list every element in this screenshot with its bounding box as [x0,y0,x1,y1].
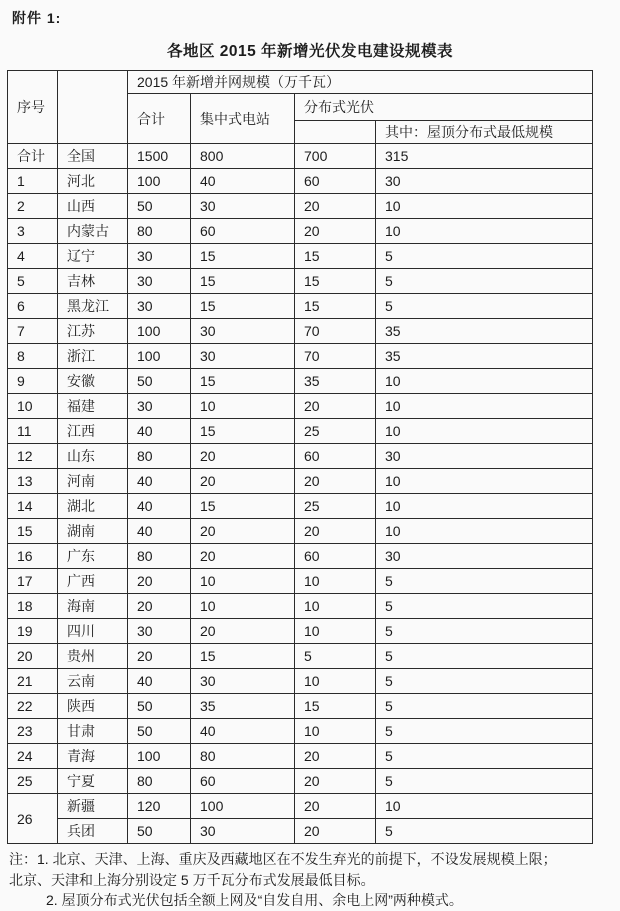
row-centralized-cell: 40 [191,719,295,744]
row-distributed-cell: 20 [295,219,376,244]
row-distributed-cell: 60 [295,169,376,194]
row-total-cell: 100 [128,744,191,769]
row-total-cell: 80 [128,769,191,794]
row-index-cell: 17 [8,569,58,594]
table-row [8,394,593,419]
table-row [8,369,593,394]
table-row [8,594,593,619]
table-row [8,794,593,819]
row-centralized-cell: 20 [191,519,295,544]
row-index-cell: 13 [8,469,58,494]
row-distributed-cell: 15 [295,294,376,319]
row-index-cell: 1 [8,169,58,194]
table-row [8,519,593,544]
header-col-distributed: 分布式光伏 [295,94,593,121]
row-total-cell: 30 [128,394,191,419]
row-total-cell: 20 [128,569,191,594]
row-centralized-cell: 20 [191,544,295,569]
row-centralized-cell: 30 [191,344,295,369]
row-centralized-cell: 15 [191,269,295,294]
table-row [8,494,593,519]
row-region-cell: 湖北 [58,494,128,519]
header-col-region [58,71,128,144]
row-region-cell: 新疆 [58,794,128,819]
row-rooftop-cell: 10 [376,519,593,544]
row-distributed-cell: 15 [295,244,376,269]
row-region-cell: 云南 [58,669,128,694]
row-rooftop-cell: 5 [376,269,593,294]
row-centralized-cell: 30 [191,819,295,844]
row-distributed-cell: 10 [295,594,376,619]
row-total-cell: 80 [128,219,191,244]
note-line-2: 北京、天津和上海分别设定 5 万千瓦分布式发展最低目标。 [9,871,375,888]
attachment-label: 附件 1: [12,10,62,26]
row-total-cell: 40 [128,669,191,694]
table-row [8,569,593,594]
row-rooftop-cell: 5 [376,694,593,719]
table-row [8,344,593,369]
row-index-cell: 24 [8,744,58,769]
row-region-cell: 青海 [58,744,128,769]
row-total-cell: 120 [128,794,191,819]
row-region-cell: 河北 [58,169,128,194]
row-total-cell: 100 [128,344,191,369]
row-rooftop-cell: 10 [376,469,593,494]
row-distributed-cell: 15 [295,694,376,719]
row-distributed-cell: 25 [295,419,376,444]
total-distributed-cell: 700 [295,144,376,169]
row-index-cell: 5 [8,269,58,294]
row-region-cell: 浙江 [58,344,128,369]
row-centralized-cell: 20 [191,619,295,644]
row-index-cell: 20 [8,644,58,669]
table-row [8,669,593,694]
row-region-cell: 贵州 [58,644,128,669]
row-region-cell: 山东 [58,444,128,469]
row-rooftop-cell: 5 [376,244,593,269]
table-row [8,469,593,494]
notes-block [9,849,620,911]
row-region-cell: 江西 [58,419,128,444]
table-row [8,744,593,769]
row-centralized-cell: 15 [191,419,295,444]
row-centralized-cell: 15 [191,644,295,669]
row-region-cell: 山西 [58,194,128,219]
row-index-cell: 16 [8,544,58,569]
row-region-cell: 河南 [58,469,128,494]
row-index-cell: 10 [8,394,58,419]
row-distributed-cell: 10 [295,669,376,694]
row-total-cell: 40 [128,519,191,544]
row-total-cell: 50 [128,694,191,719]
row-total-cell: 20 [128,594,191,619]
total-index-cell: 合计 [8,144,58,169]
row-distributed-cell: 20 [295,769,376,794]
row-centralized-cell: 15 [191,294,295,319]
row-total-cell: 100 [128,319,191,344]
table-row [8,644,593,669]
total-region-cell: 全国 [58,144,128,169]
row-centralized-cell: 15 [191,244,295,269]
row-rooftop-cell: 5 [376,619,593,644]
row-centralized-cell: 80 [191,744,295,769]
row-region-cell: 广东 [58,544,128,569]
row-centralized-cell: 20 [191,469,295,494]
header-group-title: 2015 年新增并网规模（万千瓦） [128,71,593,94]
row-distributed-cell: 60 [295,444,376,469]
table-row [8,169,593,194]
row-region-cell: 甘肃 [58,719,128,744]
row-total-cell: 40 [128,469,191,494]
row-rooftop-cell: 5 [376,769,593,794]
row-region-cell: 吉林 [58,269,128,294]
row-rooftop-cell: 5 [376,744,593,769]
row-centralized-cell: 15 [191,369,295,394]
row-index-cell: 14 [8,494,58,519]
row-distributed-cell: 20 [295,394,376,419]
row-rooftop-cell: 10 [376,794,593,819]
row-rooftop-cell: 35 [376,319,593,344]
table-row [8,319,593,344]
row-centralized-cell: 20 [191,444,295,469]
row-index-cell: 8 [8,344,58,369]
total-total-cell: 1500 [128,144,191,169]
row-centralized-cell: 15 [191,494,295,519]
row-distributed-cell: 15 [295,269,376,294]
row-index-cell: 25 [8,769,58,794]
row-distributed-cell: 10 [295,619,376,644]
row-distributed-cell: 10 [295,569,376,594]
row-distributed-cell: 20 [295,194,376,219]
table-row [8,619,593,644]
row-region-cell: 安徽 [58,369,128,394]
header-row-1 [8,71,593,94]
row-centralized-cell: 10 [191,594,295,619]
row-total-cell: 80 [128,544,191,569]
row-centralized-cell: 35 [191,694,295,719]
note-line-3: 2. 屋顶分布式光伏包括全额上网及“自发自用、余电上网”两种模式。 [46,892,463,908]
row-index-cell: 11 [8,419,58,444]
row-total-cell: 40 [128,419,191,444]
table-row [8,769,593,794]
page-title: 各地区 2015 年新增光伏发电建设规模表 [166,43,454,60]
row-index-cell: 6 [8,294,58,319]
row-index-cell: 18 [8,594,58,619]
row-rooftop-cell: 5 [376,819,593,844]
table-total-row [8,144,593,169]
table-row [8,819,593,844]
table-row [8,194,593,219]
row-total-cell: 30 [128,244,191,269]
row-distributed-cell: 20 [295,819,376,844]
row-index-cell: 21 [8,669,58,694]
row-distributed-cell: 20 [295,744,376,769]
row-centralized-cell: 10 [191,394,295,419]
row-index-cell: 3 [8,219,58,244]
row-total-cell: 50 [128,194,191,219]
row-centralized-cell: 100 [191,794,295,819]
row-index-cell: 12 [8,444,58,469]
row-rooftop-cell: 10 [376,494,593,519]
row-distributed-cell: 20 [295,469,376,494]
row-rooftop-cell: 10 [376,194,593,219]
header-sub-empty [295,121,376,144]
row-total-cell: 30 [128,294,191,319]
row-index-cell: 4 [8,244,58,269]
total-centralized-cell: 800 [191,144,295,169]
table-row [8,269,593,294]
table-row [8,294,593,319]
row-index-cell: 23 [8,719,58,744]
row-rooftop-cell: 10 [376,394,593,419]
row-index-cell: 22 [8,694,58,719]
row-distributed-cell: 25 [295,494,376,519]
row-region-cell: 湖南 [58,519,128,544]
header-col-centralized: 集中式电站 [191,94,295,144]
row-total-cell: 50 [128,819,191,844]
table-row [8,719,593,744]
row-rooftop-cell: 10 [376,419,593,444]
row-distributed-cell: 60 [295,544,376,569]
row-region-cell: 广西 [58,569,128,594]
row-rooftop-cell: 5 [376,594,593,619]
row-centralized-cell: 30 [191,194,295,219]
header-col-index: 序号 [8,71,58,144]
row-total-cell: 80 [128,444,191,469]
row-rooftop-cell: 35 [376,344,593,369]
row-total-cell: 100 [128,169,191,194]
row-total-cell: 30 [128,619,191,644]
row-distributed-cell: 10 [295,719,376,744]
table-row [8,444,593,469]
table-row [8,544,593,569]
row-distributed-cell: 20 [295,794,376,819]
table-row [8,219,593,244]
row-rooftop-cell: 10 [376,219,593,244]
row-rooftop-cell: 10 [376,369,593,394]
row-rooftop-cell: 30 [376,544,593,569]
row-total-cell: 40 [128,494,191,519]
row-region-cell: 宁夏 [58,769,128,794]
row-index-cell: 26 [8,794,58,844]
row-rooftop-cell: 5 [376,719,593,744]
table-row [8,694,593,719]
row-centralized-cell: 60 [191,219,295,244]
row-centralized-cell: 40 [191,169,295,194]
row-rooftop-cell: 5 [376,644,593,669]
row-rooftop-cell: 5 [376,669,593,694]
row-region-cell: 兵团 [58,819,128,844]
row-region-cell: 江苏 [58,319,128,344]
table-row [8,244,593,269]
header-col-total: 合计 [128,94,191,144]
row-region-cell: 福建 [58,394,128,419]
row-region-cell: 海南 [58,594,128,619]
row-total-cell: 20 [128,644,191,669]
header-col-rooftop: 其中：屋顶分布式最低规模 [376,121,593,144]
row-distributed-cell: 20 [295,519,376,544]
row-region-cell: 内蒙古 [58,219,128,244]
row-distributed-cell: 5 [295,644,376,669]
row-index-cell: 7 [8,319,58,344]
row-rooftop-cell: 5 [376,294,593,319]
row-region-cell: 辽宁 [58,244,128,269]
row-centralized-cell: 60 [191,769,295,794]
row-rooftop-cell: 30 [376,169,593,194]
row-rooftop-cell: 5 [376,569,593,594]
row-centralized-cell: 30 [191,669,295,694]
row-region-cell: 黑龙江 [58,294,128,319]
row-index-cell: 9 [8,369,58,394]
row-distributed-cell: 70 [295,319,376,344]
row-region-cell: 四川 [58,619,128,644]
row-distributed-cell: 70 [295,344,376,369]
note-line-1: 注：1. 北京、天津、上海、重庆及西藏地区在不发生弃光的前提下，不设发展规模上限； [9,851,557,867]
row-rooftop-cell: 30 [376,444,593,469]
row-total-cell: 50 [128,719,191,744]
row-total-cell: 30 [128,269,191,294]
row-index-cell: 15 [8,519,58,544]
row-index-cell: 2 [8,194,58,219]
row-region-cell: 陕西 [58,694,128,719]
total-rooftop-cell: 315 [376,144,593,169]
row-distributed-cell: 35 [295,369,376,394]
table-row [8,419,593,444]
row-centralized-cell: 10 [191,569,295,594]
row-total-cell: 50 [128,369,191,394]
row-centralized-cell: 30 [191,319,295,344]
row-index-cell: 19 [8,619,58,644]
pv-scale-table [7,70,593,844]
